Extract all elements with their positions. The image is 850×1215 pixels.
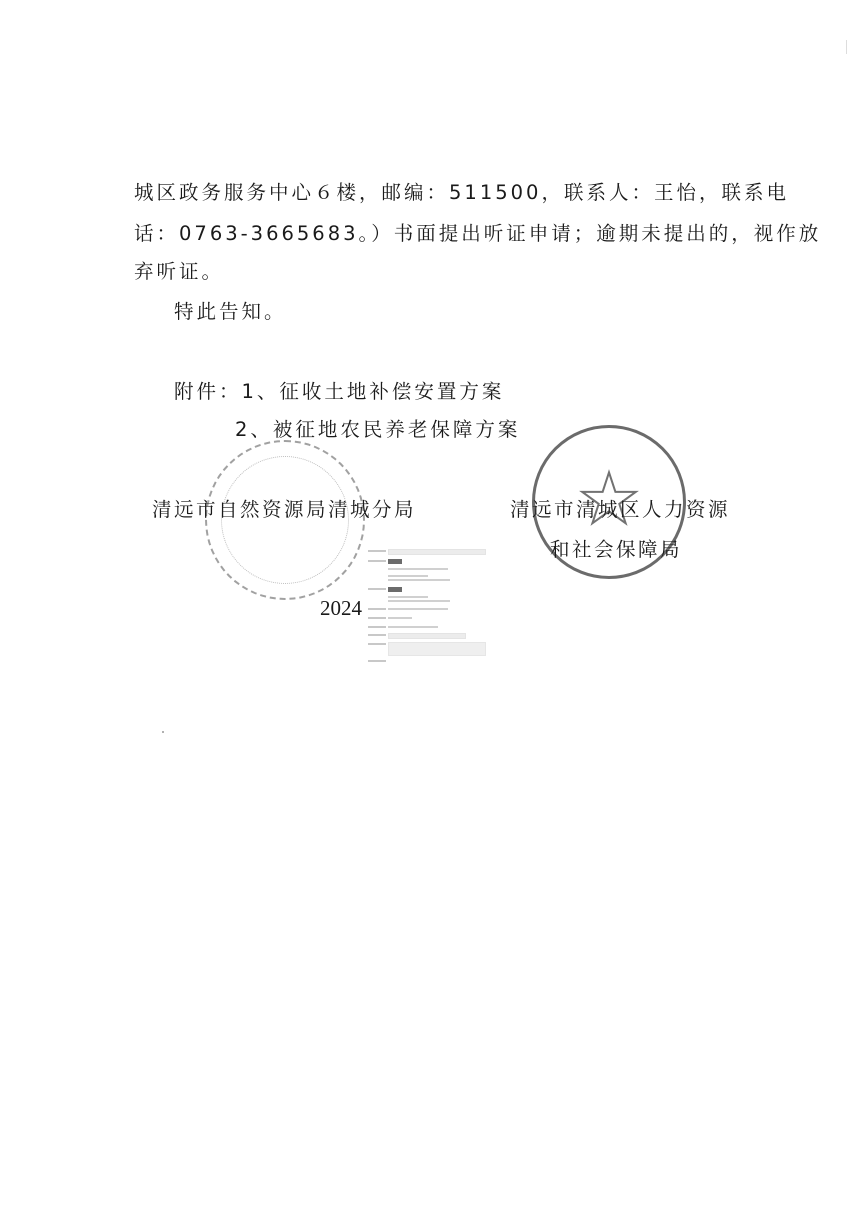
form-label <box>368 608 386 610</box>
form-label <box>368 660 386 662</box>
form-label <box>368 617 386 619</box>
form-hint-text <box>388 596 428 598</box>
form-row <box>368 587 490 592</box>
body-line-2: 话：0763-3665683。）书面提出听证申请；逾期未提出的，视作放 <box>134 222 822 245</box>
form-input <box>388 549 486 555</box>
form-radio-group <box>388 626 438 628</box>
form-row <box>368 625 490 630</box>
form-row <box>368 607 490 612</box>
body-line-1: 城区政务服务中心６楼，邮编：511500，联系人：王怡，联系电 <box>134 181 789 204</box>
form-row <box>368 616 490 621</box>
form-row <box>368 549 490 554</box>
form-label <box>368 550 386 552</box>
upload-button <box>388 559 402 564</box>
embedded-form-screenshot <box>368 547 490 667</box>
form-radio-group <box>388 617 412 619</box>
star-icon: ★ <box>577 458 641 541</box>
form-row <box>368 659 490 664</box>
attachment-item-2: 2、被征地农民养老保障方案 <box>235 418 521 441</box>
attachments-label <box>174 382 504 402</box>
form-input <box>388 633 466 639</box>
date-year: 2024 <box>320 596 362 620</box>
form-radio-group <box>388 608 448 610</box>
upload-button <box>388 587 402 592</box>
left-signature-issuer: 清远市自然资源局清城分局 <box>152 498 417 521</box>
right-signature-issuer-line1: 清远市清城区人力资源 <box>510 498 731 521</box>
form-hint-text <box>388 575 428 577</box>
attachments-label-text: 附件： <box>174 380 242 403</box>
scan-speck <box>162 731 164 733</box>
form-hint-text <box>388 579 450 581</box>
form-label <box>368 560 386 562</box>
closing-text: 特此告知。 <box>174 300 287 323</box>
form-hint-text <box>388 600 450 602</box>
body-line-3: 弃听证。 <box>134 260 225 283</box>
attachment-item-1: 1、征收土地补偿安置方案 <box>241 380 505 403</box>
form-row <box>368 559 490 564</box>
form-label <box>368 643 386 645</box>
right-signature-issuer-line2: 和社会保障局 <box>550 538 683 561</box>
scan-edge-mark <box>846 40 847 54</box>
form-row <box>368 633 490 638</box>
form-hint-text <box>388 568 448 570</box>
form-label <box>368 634 386 636</box>
form-textarea <box>388 642 486 656</box>
form-label <box>368 626 386 628</box>
form-label <box>368 588 386 590</box>
